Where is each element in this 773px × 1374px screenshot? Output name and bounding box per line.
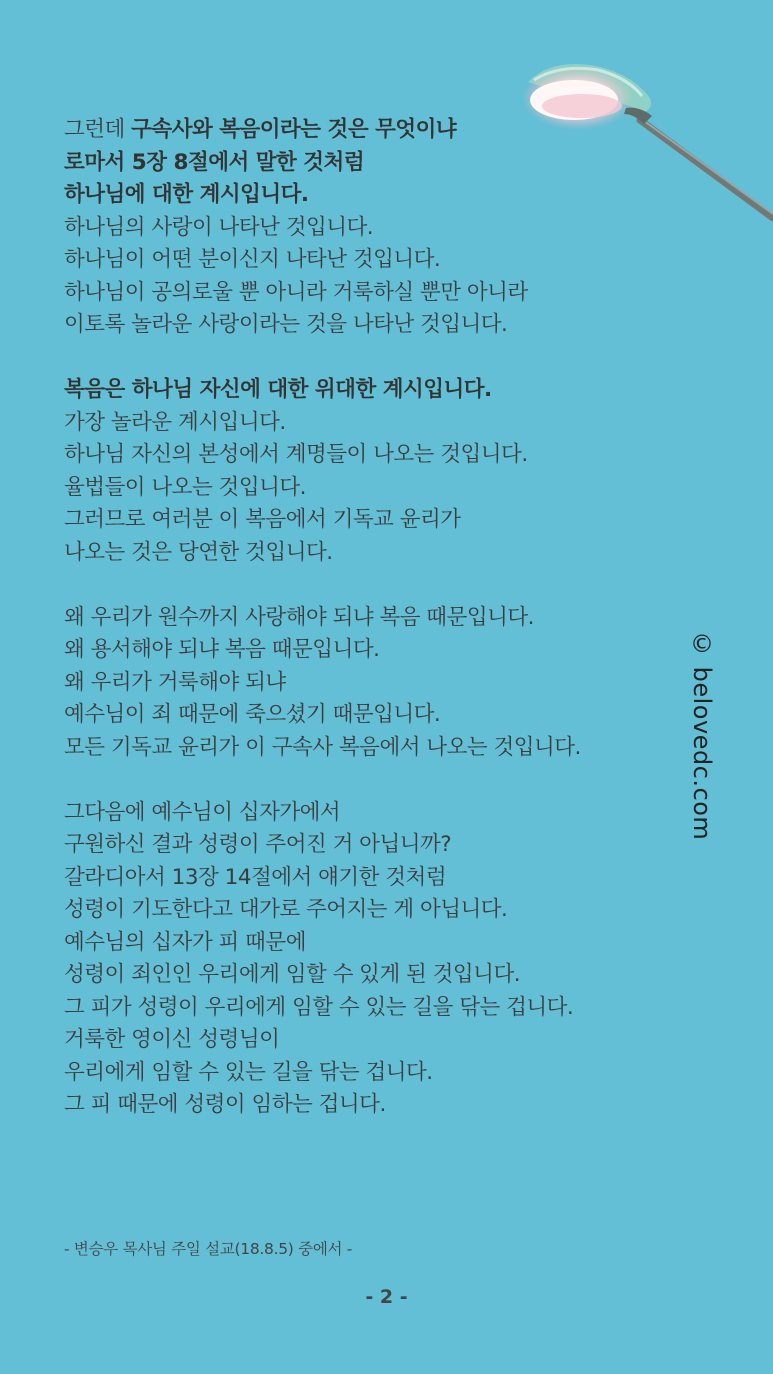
text-line: 예수님의 십자가 피 때문에	[64, 929, 306, 955]
text-line: 로마서 5장 8절에서 말한 것처럼	[64, 149, 365, 175]
text-line: 왜 용서해야 되냐 복음 때문입니다.	[64, 637, 380, 662]
text-line: 가장 놀라운 계시입니다.	[64, 409, 286, 435]
text-line: 예수님이 죄 때문에 죽으셨기 때문입니다.	[64, 702, 441, 727]
text-line: 왜 우리가 거룩해야 되냐	[64, 669, 286, 695]
text-line: 율법들이 나오는 것입니다.	[64, 474, 306, 500]
text-line: 하나님에 대한 계시입니다.	[64, 182, 309, 207]
text-line: 하나님 자신의 본성에서 계명들이 나오는 것입니다.	[64, 442, 528, 467]
text-line: 이토록 놀라운 사랑이라는 것을 나타난 것입니다.	[64, 312, 508, 337]
text-line: 그러므로 여러분 이 복음에서 기독교 윤리가	[64, 507, 461, 532]
text-line: 하나님의 사랑이 나타난 것입니다.	[64, 214, 374, 240]
text-line: 모든 기독교 윤리가 이 구속사 복음에서 나오는 것입니다.	[64, 734, 581, 760]
text-line: 성령이 기도한다고 대가로 주어지는 게 아닙니다.	[64, 897, 508, 922]
page-number: - 2 -	[365, 1286, 408, 1308]
text-line: 하나님이 공의로울 뿐 아니라 거룩하실 뿐만 아니라	[64, 279, 528, 305]
text-line: 나오는 것은 당연한 것입니다.	[64, 539, 333, 565]
sermon-source: - 변승우 목사님 주일 설교(18.8.5) 중에서 -	[64, 1240, 353, 1258]
text-line: 복음은 하나님 자신에 대한 위대한 계시입니다.	[64, 377, 492, 402]
text-line: 성령이 죄인인 우리에게 임할 수 있게 된 것입니다.	[64, 962, 521, 987]
text-line: 거룩한 영이신 성령님이	[64, 1027, 280, 1052]
text-line: 그런데 구속사와 복음이라는 것은 무엇이냐	[64, 117, 457, 142]
text-line: 구원하신 결과 성령이 주어진 거 아닙니까?	[64, 832, 452, 857]
text-line: 하나님이 어떤 분이신지 나타난 것입니다.	[64, 247, 441, 272]
text-line: 왜 우리가 원수까지 사랑해야 되냐 복음 때문입니다.	[64, 604, 534, 630]
text-line: 그다음에 예수님이 십자가에서	[64, 799, 341, 825]
text-line: 그 피가 성령이 우리에게 임할 수 있는 길을 닦는 겁니다.	[64, 994, 574, 1020]
text-line: 갈라디아서 13장 14절에서 얘기한 것처럼	[64, 864, 447, 890]
text-line: 그 피 때문에 성령이 임하는 겁니다.	[64, 1092, 386, 1117]
text-line: 우리에게 임할 수 있는 길을 닦는 겁니다.	[64, 1059, 433, 1085]
sermon-text	[64, 114, 664, 1122]
watermark: © belovedc.com	[688, 630, 716, 841]
